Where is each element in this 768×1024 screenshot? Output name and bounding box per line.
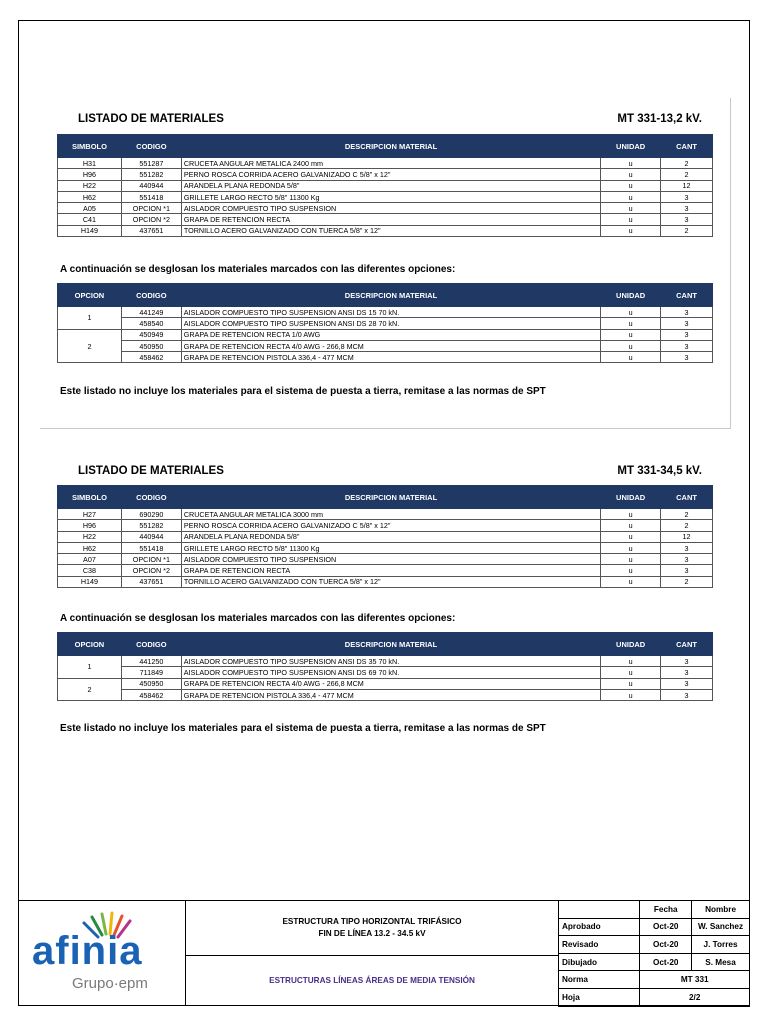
code-cell: 440944	[121, 180, 181, 191]
table-header-row	[58, 135, 713, 158]
col-header: CODIGO	[121, 486, 181, 509]
table-row	[58, 352, 713, 363]
unit-cell: u	[601, 689, 661, 700]
logo-wordmark: afinia	[32, 929, 143, 973]
series-title: ESTRUCTURAS LÍNEAS ÁREAS DE MEDIA TENSIÓN	[269, 976, 475, 985]
description-cell: AISLADOR COMPUESTO TIPO SUSPENSION	[181, 554, 600, 565]
unit-cell: u	[601, 307, 661, 318]
table-row	[559, 936, 750, 954]
table-row	[58, 318, 713, 329]
table-row	[58, 531, 713, 542]
unit-cell: u	[601, 203, 661, 214]
section-title: LISTADO DE MATERIALES	[78, 113, 224, 125]
table-row	[559, 901, 750, 919]
description-cell: AISLADOR COMPUESTO TIPO SUSPENSION	[181, 203, 600, 214]
qty-cell: 2	[661, 169, 713, 180]
description-cell: GRAPA DE RETENCION RECTA	[181, 565, 600, 576]
qty-cell: 3	[661, 318, 713, 329]
description-cell: GRAPA DE RETENCION RECTA 4/0 AWG - 266,8 MCM	[181, 340, 600, 351]
sheet-value: 2/2	[640, 988, 750, 1006]
option-label: 1	[58, 656, 122, 679]
col-header: Nombre	[692, 901, 750, 919]
grounding-note: Este listado no incluye los materiales para el sistema de puesta a tierra, remitase a las normas de SPT	[60, 386, 546, 397]
table-row	[58, 509, 713, 520]
row-label: Revisado	[559, 936, 640, 954]
qty-cell: 12	[661, 180, 713, 191]
table-row	[559, 971, 750, 989]
symbol-cell: H27	[58, 509, 122, 520]
approval-table	[558, 900, 750, 1007]
table-row	[58, 520, 713, 531]
qty-cell: 3	[661, 307, 713, 318]
code-cell: 690290	[121, 509, 181, 520]
section-title: LISTADO DE MATERIALES	[78, 465, 224, 477]
row-label: Dibujado	[559, 953, 640, 971]
col-header: OPCION	[58, 633, 122, 656]
qty-cell: 12	[661, 531, 713, 542]
code-cell: 441249	[121, 307, 181, 318]
table-row	[58, 554, 713, 565]
qty-cell: 3	[661, 565, 713, 576]
code-cell: 458540	[121, 318, 181, 329]
description-cell: PERNO ROSCA CORRIDA ACERO GALVANIZADO C 5/8" x 12"	[181, 520, 600, 531]
qty-cell: 3	[661, 678, 713, 689]
table-row	[58, 225, 713, 236]
title-block	[18, 900, 750, 1006]
code-cell: 450950	[121, 340, 181, 351]
description-cell: GRILLETE LARGO RECTO 5/8" 11300 Kg	[181, 542, 600, 553]
unit-cell: u	[601, 542, 661, 553]
code-cell: 450950	[121, 678, 181, 689]
description-cell: PERNO ROSCA CORRIDA ACERO GALVANIZADO C 5/8" x 12"	[181, 169, 600, 180]
name-cell: J. Torres	[692, 936, 750, 954]
unit-cell: u	[601, 169, 661, 180]
description-cell: CRUCETA ANGULAR METALICA 2400 mm	[181, 158, 600, 169]
table-row	[559, 953, 750, 971]
row-label: Hoja	[559, 988, 640, 1006]
options-table	[57, 283, 713, 363]
unit-cell: u	[601, 678, 661, 689]
unit-cell: u	[601, 329, 661, 340]
symbol-cell: H149	[58, 576, 122, 587]
code-cell: 458462	[121, 352, 181, 363]
qty-cell: 2	[661, 158, 713, 169]
table-row	[58, 214, 713, 225]
code-cell: OPCION *2	[121, 565, 181, 576]
col-header: CANT	[661, 135, 713, 158]
col-header: OPCION	[58, 284, 122, 307]
code-cell: 437651	[121, 576, 181, 587]
table-row	[58, 191, 713, 202]
materials-table	[57, 134, 713, 237]
description-cell: GRAPA DE RETENCION RECTA	[181, 214, 600, 225]
unit-cell: u	[601, 576, 661, 587]
description-cell: AISLADOR COMPUESTO TIPO SUSPENSION ANSI DS 69 70 kN.	[181, 667, 600, 678]
table-row	[58, 203, 713, 214]
structure-line-2: FIN DE LÍNEA 13.2 - 34.5 kV	[318, 929, 426, 938]
symbol-cell: H22	[58, 531, 122, 542]
unit-cell: u	[601, 509, 661, 520]
name-cell: S. Mesa	[692, 953, 750, 971]
name-cell: W. Sanchez	[692, 918, 750, 936]
symbol-cell: H31	[58, 158, 122, 169]
unit-cell: u	[601, 214, 661, 225]
col-header: SIMBOLO	[58, 486, 122, 509]
unit-cell: u	[601, 158, 661, 169]
symbol-cell: A05	[58, 203, 122, 214]
table-header-row	[58, 633, 713, 656]
code-cell: 711849	[121, 667, 181, 678]
table-row	[559, 918, 750, 936]
symbol-cell: H22	[58, 180, 122, 191]
code-cell: 458462	[121, 689, 181, 700]
qty-cell: 2	[661, 225, 713, 236]
description-cell: ARANDELA PLANA REDONDA 5/8"	[181, 180, 600, 191]
symbol-cell: H96	[58, 520, 122, 531]
qty-cell: 3	[661, 554, 713, 565]
col-header: CANT	[661, 284, 713, 307]
option-label: 2	[58, 329, 122, 363]
col-header: CODIGO	[121, 135, 181, 158]
symbol-cell: C38	[58, 565, 122, 576]
description-cell: ARANDELA PLANA REDONDA 5/8"	[181, 531, 600, 542]
description-cell: AISLADOR COMPUESTO TIPO SUSPENSION ANSI DS 15 70 kN.	[181, 307, 600, 318]
description-cell: GRILLETE LARGO RECTO 5/8" 11300 Kg	[181, 191, 600, 202]
table-row	[559, 988, 750, 1006]
table-row	[58, 656, 713, 667]
symbol-cell: H62	[58, 542, 122, 553]
code-cell: OPCION *2	[121, 214, 181, 225]
code-cell: 551418	[121, 542, 181, 553]
col-header: UNIDAD	[601, 135, 661, 158]
unit-cell: u	[601, 565, 661, 576]
table-header-row	[58, 284, 713, 307]
description-cell: GRAPA DE RETENCION PISTOLA 336,4 - 477 MCM	[181, 352, 600, 363]
code-cell: 551418	[121, 191, 181, 202]
unit-cell: u	[601, 667, 661, 678]
description-cell: AISLADOR COMPUESTO TIPO SUSPENSION ANSI DS 28 70 kN.	[181, 318, 600, 329]
symbol-cell: H96	[58, 169, 122, 180]
unit-cell: u	[601, 656, 661, 667]
col-header: CANT	[661, 486, 713, 509]
code-cell: 551282	[121, 169, 181, 180]
unit-cell: u	[601, 191, 661, 202]
code-cell: 551287	[121, 158, 181, 169]
description-cell: GRAPA DE RETENCION PISTOLA 336,4 - 477 MCM	[181, 689, 600, 700]
unit-cell: u	[601, 554, 661, 565]
qty-cell: 3	[661, 214, 713, 225]
symbol-cell: C41	[58, 214, 122, 225]
divider	[186, 955, 558, 956]
code-cell: 441250	[121, 656, 181, 667]
table-row	[58, 565, 713, 576]
qty-cell: 3	[661, 203, 713, 214]
symbol-cell: H62	[58, 191, 122, 202]
description-cell: TORNILLO ACERO GALVANIZADO CON TUERCA 5/8" x 12"	[181, 225, 600, 236]
qty-cell: 3	[661, 689, 713, 700]
col-header: CODIGO	[121, 284, 181, 307]
table-row	[58, 542, 713, 553]
unit-cell: u	[601, 180, 661, 191]
unit-cell: u	[601, 340, 661, 351]
options-table	[57, 632, 713, 701]
code-cell: OPCION *1	[121, 203, 181, 214]
norm-code: MT 331-34,5 kV.	[617, 465, 702, 477]
code-cell: OPCION *1	[121, 554, 181, 565]
qty-cell: 3	[661, 352, 713, 363]
grounding-note: Este listado no incluye los materiales para el sistema de puesta a tierra, remitase a las normas de SPT	[60, 723, 546, 734]
table-row	[58, 180, 713, 191]
norm-value: MT 331	[640, 971, 750, 989]
symbol-cell: A07	[58, 554, 122, 565]
unit-cell: u	[601, 520, 661, 531]
unit-cell: u	[601, 352, 661, 363]
norm-code: MT 331-13,2 kV.	[617, 113, 702, 125]
date-cell: Oct-20	[640, 936, 692, 954]
col-header: UNIDAD	[601, 486, 661, 509]
options-note: A continuación se desglosan los materiales marcados con las diferentes opciones:	[60, 613, 456, 624]
empty-cell	[559, 901, 640, 919]
structure-line-1: ESTRUCTURA TIPO HORIZONTAL TRIFÁSICO	[282, 917, 462, 926]
qty-cell: 2	[661, 576, 713, 587]
row-label: Norma	[559, 971, 640, 989]
symbol-cell: H149	[58, 225, 122, 236]
qty-cell: 3	[661, 667, 713, 678]
qty-cell: 3	[661, 656, 713, 667]
option-label: 1	[58, 307, 122, 330]
qty-cell: 3	[661, 542, 713, 553]
table-row	[58, 340, 713, 351]
col-header: SIMBOLO	[58, 135, 122, 158]
col-header: CANT	[661, 633, 713, 656]
code-cell: 450949	[121, 329, 181, 340]
drawing-title	[186, 900, 558, 1006]
materials-panel-13kv	[40, 98, 731, 429]
col-header: CODIGO	[121, 633, 181, 656]
col-header: Fecha	[640, 901, 692, 919]
materials-panel-34kv	[40, 455, 730, 755]
options-note: A continuación se desglosan los materiales marcados con las diferentes opciones:	[60, 264, 456, 275]
qty-cell: 2	[661, 509, 713, 520]
description-cell: GRAPA DE RETENCION RECTA 4/0 AWG - 266,8 MCM	[181, 678, 600, 689]
unit-cell: u	[601, 225, 661, 236]
description-cell: TORNILLO ACERO GALVANIZADO CON TUERCA 5/8" x 12"	[181, 576, 600, 587]
table-row	[58, 678, 713, 689]
description-cell: CRUCETA ANGULAR METALICA 3000 mm	[181, 509, 600, 520]
qty-cell: 3	[661, 340, 713, 351]
col-header: DESCRIPCION MATERIAL	[181, 135, 600, 158]
col-header: UNIDAD	[601, 633, 661, 656]
company-logo	[18, 900, 186, 1006]
description-cell: AISLADOR COMPUESTO TIPO SUSPENSION ANSI DS 35 70 kN.	[181, 656, 600, 667]
unit-cell: u	[601, 318, 661, 329]
code-cell: 440944	[121, 531, 181, 542]
materials-table	[57, 485, 713, 588]
col-header: UNIDAD	[601, 284, 661, 307]
option-label: 2	[58, 678, 122, 701]
col-header: DESCRIPCION MATERIAL	[181, 486, 600, 509]
table-row	[58, 689, 713, 700]
table-row	[58, 307, 713, 318]
table-row	[58, 158, 713, 169]
table-row	[58, 667, 713, 678]
description-cell: GRAPA DE RETENCION RECTA 1/0 AWG	[181, 329, 600, 340]
table-header-row	[58, 486, 713, 509]
logo-group: Grupo·epm	[72, 975, 148, 992]
code-cell: 437651	[121, 225, 181, 236]
unit-cell: u	[601, 531, 661, 542]
date-cell: Oct-20	[640, 918, 692, 936]
qty-cell: 3	[661, 329, 713, 340]
qty-cell: 2	[661, 520, 713, 531]
structure-title	[186, 916, 558, 940]
date-cell: Oct-20	[640, 953, 692, 971]
col-header: DESCRIPCION MATERIAL	[181, 284, 600, 307]
table-row	[58, 576, 713, 587]
table-row	[58, 329, 713, 340]
row-label: Aprobado	[559, 918, 640, 936]
table-row	[58, 169, 713, 180]
code-cell: 551282	[121, 520, 181, 531]
qty-cell: 3	[661, 191, 713, 202]
col-header: DESCRIPCION MATERIAL	[181, 633, 600, 656]
